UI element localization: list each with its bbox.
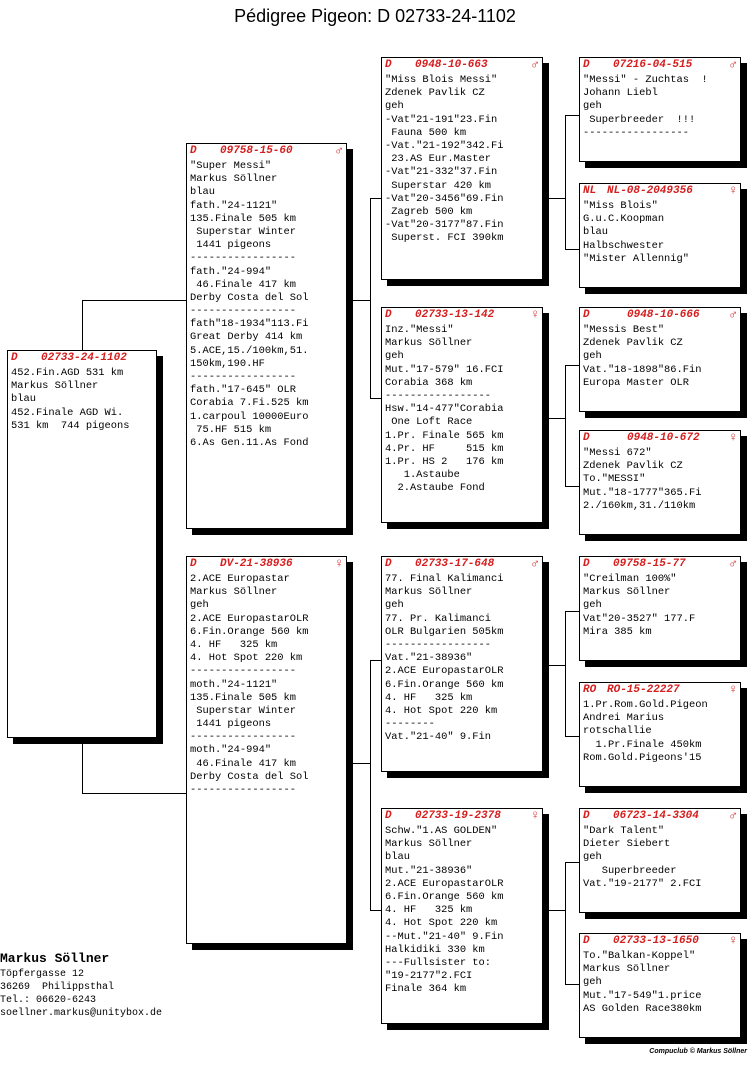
card-line: geh (583, 599, 602, 612)
card-line: Markus Söllner (583, 586, 671, 599)
card-line: OLR Bulgarien 505km (385, 625, 504, 638)
card-line: 2.ACE EuropastarOLR (385, 877, 504, 890)
card-line: Markus Söllner (190, 586, 278, 599)
country-code: D (190, 558, 197, 570)
male-icon: ♂ (729, 556, 737, 571)
card-line: blau (385, 851, 410, 864)
card-line: 4. Hot Spot 220 km (385, 704, 498, 717)
card-line: Vat"20-3527" 177.F (583, 612, 696, 625)
card-line: 452.Fin.AGD 531 km (11, 367, 124, 379)
card-line: 6.Fin.Orange 560 km (385, 890, 504, 903)
ring-number: 0948-10-666 (627, 309, 700, 321)
card-line: 1.Pr.Finale 450km (583, 738, 702, 751)
female-icon: ♀ (335, 556, 343, 571)
card-line: blau (11, 393, 36, 406)
card-line: "19-2177"2.FCI (385, 970, 473, 983)
card-line: ----------------- (190, 252, 297, 265)
pedigree-card-great-grandparent (579, 183, 741, 288)
country-code: D (583, 432, 590, 444)
card-line: Europa Master OLR (583, 376, 690, 389)
card-line: "Creilman 100%" (583, 573, 677, 585)
card-line: ----------------- (190, 305, 297, 318)
card-line: -------- (385, 718, 435, 731)
card-line: "Super Messi" (190, 160, 272, 172)
card-line: Mira 385 km (583, 625, 652, 638)
ring-number: 0948-10-663 (415, 59, 488, 71)
pedigree-card-great-grandparent (579, 808, 741, 913)
card-line: -Vat."21-192"342.Fi (385, 139, 504, 152)
card-line: 2.Astaube Fond (385, 482, 485, 495)
card-line: Superbreeder !!! (583, 113, 696, 126)
male-icon: ♂ (531, 57, 539, 72)
card-line: geh (385, 350, 404, 363)
card-line: Mut."17-549"1.price (583, 989, 702, 1002)
ring-number: 02733-13-142 (415, 309, 495, 321)
connector (347, 763, 370, 764)
card-line: 75.HF 515 km (190, 423, 272, 436)
card-line: AS Golden Race380km (583, 1002, 702, 1015)
card-line: "Miss Blois" (583, 200, 658, 212)
male-icon: ♂ (335, 143, 343, 158)
card-line: 6.Fin.Orange 560 km (190, 625, 309, 638)
card-line: ----------------- (385, 638, 492, 651)
connector (347, 300, 370, 301)
card-line: 1.Astaube (385, 469, 460, 482)
connector (82, 300, 187, 301)
ring-number: 09758-15-60 (220, 145, 293, 157)
card-line: To."MESSI" (583, 473, 646, 486)
card-line: geh (583, 851, 602, 864)
card-line: 23.AS Eur.Master (385, 153, 492, 166)
card-line: 4.Pr. HF 515 km (385, 442, 504, 455)
card-line: Schw."1.AS GOLDEN" (385, 825, 498, 837)
card-line: "Miss Blois Messi" (385, 74, 498, 86)
card-line: 150km,190.HF (190, 357, 265, 370)
pedigree-card-father (186, 143, 347, 529)
card-line: Andrei Marius (583, 712, 665, 725)
card-line: geh (385, 100, 404, 113)
ring-number: 0948-10-672 (627, 432, 700, 444)
card-line: blau (190, 186, 215, 199)
card-line: Markus Söllner (190, 173, 278, 186)
male-icon: ♂ (729, 307, 737, 322)
card-line: Mut."21-38936" (385, 864, 473, 877)
card-line: 1.Pr. HS 2 176 km (385, 455, 504, 468)
connector (543, 198, 565, 199)
country-code: D (583, 309, 590, 321)
card-line: 1441 pigeons (190, 239, 272, 252)
female-icon: ♀ (729, 682, 737, 697)
pedigree-card-mother (186, 556, 347, 944)
ring-number: 02733-17-648 (415, 558, 495, 570)
card-line: ---Fullsister to: (385, 956, 492, 969)
connector (543, 418, 565, 419)
connector (565, 862, 580, 863)
card-line: 4. HF 325 km (190, 638, 278, 651)
ring-number: RO-15-22227 (607, 684, 680, 696)
pedigree-card-great-grandparent (579, 682, 741, 787)
card-line: To."Balkan-Koppel" (583, 950, 696, 962)
card-line: Great Derby 414 km (190, 331, 303, 344)
card-line: 135.Finale 505 km (190, 691, 297, 704)
card-line: ----------------- (190, 665, 297, 678)
card-line: Fauna 500 km (385, 126, 467, 139)
card-line: 2.ACE Europastar (190, 573, 290, 585)
card-line: Superbreeder (583, 864, 677, 877)
male-icon: ♂ (729, 808, 737, 823)
female-icon: ♀ (729, 183, 737, 198)
connector (565, 365, 566, 486)
pedigree-card-grandfather-maternal (381, 556, 543, 772)
card-line: 1.Pr.Rom.Gold.Pigeon (583, 699, 708, 711)
pedigree-card-great-grandparent (579, 556, 741, 661)
card-line: 531 km 744 pigeons (11, 419, 130, 432)
connector (370, 660, 371, 910)
country-code: D (385, 59, 392, 71)
connector (565, 365, 580, 366)
card-line: fath."24-994" (190, 265, 272, 278)
footer-credit: Compuclub © Markus Söllner (649, 1048, 747, 1055)
card-line: 1.carpoul 10000Euro (190, 410, 309, 423)
male-icon: ♂ (531, 556, 539, 571)
card-line: fath"18-1934"113.Fi (190, 318, 309, 331)
card-line: 46.Finale 417 km (190, 757, 297, 770)
ring-number: 09758-15-77 (613, 558, 686, 570)
ring-number: 06723-14-3304 (613, 810, 699, 822)
pedigree-card-great-grandparent (579, 933, 741, 1038)
female-icon: ♀ (729, 933, 737, 948)
country-code: D (190, 145, 197, 157)
card-line: fath."17-645" OLR (190, 384, 297, 397)
card-line: -Vat"21-332"37.Fin (385, 166, 498, 179)
card-line: 77. Pr. Kalimanci (385, 612, 492, 625)
card-line: ----------------- (190, 371, 297, 383)
card-line: "Messi 672" (583, 447, 652, 459)
card-line: Derby Costa del Sol (190, 291, 309, 304)
card-line: Zdenek Pavlik CZ (583, 460, 683, 473)
card-line: Johann Liebl (583, 87, 658, 100)
connector (565, 736, 580, 737)
connector (543, 910, 565, 911)
country-code: D (583, 558, 590, 570)
card-line: Superst. FCI 390km (385, 232, 504, 245)
card-line: Markus Söllner (11, 380, 99, 393)
card-line: 2./160km,31./110km (583, 499, 696, 512)
card-line: Mut."17-579" 16.FCI (385, 363, 504, 376)
connector (565, 486, 580, 487)
connector (565, 984, 580, 985)
card-line: Zdenek Pavlik CZ (385, 87, 485, 100)
card-line: "Messis Best" (583, 324, 665, 336)
pedigree-card-great-grandparent (579, 307, 741, 412)
card-line: Vat."18-1898"86.Fin (583, 363, 702, 376)
owner-name: Markus Söllner (0, 951, 110, 966)
owner-city: 36269 Philippsthal (0, 982, 115, 993)
card-line: 452.Finale AGD Wi. (11, 406, 124, 419)
connector (565, 115, 580, 116)
country-code: D (583, 59, 590, 71)
connector (82, 737, 83, 793)
card-line: -Vat"20-3456"69.Fin (385, 192, 504, 205)
card-line: geh (190, 599, 209, 612)
owner-street: Töpfergasse 12 (0, 969, 85, 980)
card-line: Zagreb 500 km (385, 205, 473, 218)
connector (543, 665, 565, 666)
card-line: -Vat"21-191"23.Fin (385, 113, 498, 126)
country-code: D (11, 352, 18, 364)
card-line: Mut."18-1777"365.Fi (583, 486, 702, 499)
card-line: 2.ACE EuropastarOLR (385, 665, 504, 678)
owner-email: soellner.markus@unitybox.de (0, 1008, 163, 1019)
card-line: Markus Söllner (385, 838, 473, 851)
card-line: Inz."Messi" (385, 324, 454, 336)
pedigree-card-grandmother-maternal (381, 808, 543, 1024)
card-line: 1.Pr. Finale 565 km (385, 429, 504, 442)
card-line: Finale 364 km (385, 983, 467, 996)
card-line: Superstar 420 km (385, 179, 492, 192)
ring-number: 07216-04-515 (613, 59, 693, 71)
ring-number: 02733-13-1650 (613, 935, 699, 947)
card-line: Halbschwester (583, 239, 665, 252)
pedigree-card-great-grandparent (579, 430, 741, 535)
card-line: --Mut."21-40" 9.Fin (385, 930, 504, 943)
pedigree-card-grandfather-paternal (381, 57, 543, 280)
page-title: Pédigree Pigeon: D 02733-24-1102 (234, 6, 516, 26)
card-line: Vat."19-2177" 2.FCI (583, 877, 702, 890)
card-line: Zdenek Pavlik CZ (583, 337, 683, 350)
card-line: Hsw."14-477"Corabia (385, 403, 504, 416)
female-icon: ♀ (531, 307, 539, 322)
connector (565, 249, 580, 250)
card-line: 135.Finale 505 km (190, 212, 297, 225)
country-code: NL (583, 185, 597, 197)
card-line: "Mister Allennig" (583, 252, 690, 265)
card-line: 4. Hot Spot 220 km (190, 652, 303, 665)
country-code: D (385, 309, 392, 321)
card-line: Superstar Winter (190, 225, 297, 238)
card-line: fath."24-1121" (190, 199, 278, 212)
card-line: ----------------- (190, 731, 297, 744)
card-line: "Dark Talent" (583, 825, 665, 837)
card-line: geh (385, 599, 404, 612)
owner-phone: Tel.: 06620-6243 (0, 995, 97, 1006)
connector (565, 115, 566, 249)
card-line: "Messi" - Zuchtas ! (583, 74, 708, 86)
card-line: moth."24-1121" (190, 678, 278, 691)
connector (565, 611, 580, 612)
pedigree-card-grandmother-paternal (381, 307, 543, 523)
connector (82, 300, 83, 350)
card-line: geh (583, 100, 602, 113)
card-line: rotschallie (583, 725, 652, 738)
card-line: 6.As Gen.11.As Fond (190, 436, 309, 449)
pedigree-card-subject (7, 350, 157, 738)
card-line: 5.ACE,15./100km,51. (190, 344, 309, 357)
card-line: blau (583, 226, 608, 239)
card-line: -Vat"20-3177"87.Fin (385, 219, 504, 232)
card-line: 6.Fin.Orange 560 km (385, 678, 504, 691)
card-line: Derby Costa del Sol (190, 770, 309, 783)
country-code: D (385, 558, 392, 570)
card-line: Markus Söllner (385, 586, 473, 599)
country-code: D (583, 810, 590, 822)
card-line: ----------------- (583, 126, 690, 139)
pedigree-card-great-grandparent (579, 57, 741, 162)
card-line: G.u.C.Koopman (583, 213, 665, 226)
country-code: RO (583, 684, 597, 696)
connector (565, 611, 566, 736)
card-line: geh (583, 350, 602, 363)
card-line: One Loft Race (385, 416, 473, 429)
connector (565, 862, 566, 984)
card-line: geh (583, 976, 602, 989)
ring-number: DV-21-38936 (220, 558, 293, 570)
card-line: Vat."21-38936" (385, 652, 473, 665)
card-line: Dieter Siebert (583, 838, 671, 851)
card-line: 4. HF 325 km (385, 691, 473, 704)
card-line: Corabia 7.Fi.525 km (190, 397, 309, 410)
card-line: 1441 pigeons (190, 718, 272, 731)
country-code: D (583, 935, 590, 947)
country-code: D (385, 810, 392, 822)
ring-number: 02733-19-2378 (415, 810, 501, 822)
card-line: 4. Hot Spot 220 km (385, 917, 498, 930)
card-line: Vat."21-40" 9.Fin (385, 731, 492, 744)
connector (82, 793, 187, 794)
card-line: Corabia 368 km (385, 376, 473, 389)
card-line: moth."24-994" (190, 744, 272, 757)
card-line: Halkidiki 330 km (385, 943, 485, 956)
card-line: Superstar Winter (190, 704, 297, 717)
owner-address (0, 950, 162, 1020)
female-icon: ♀ (531, 808, 539, 823)
ring-number: NL-08-2049356 (607, 185, 693, 197)
female-icon: ♀ (729, 430, 737, 445)
card-line: 2.ACE EuropastarOLR (190, 612, 309, 625)
card-line: ----------------- (385, 389, 492, 402)
connector (370, 198, 371, 398)
card-line: 4. HF 325 km (385, 904, 473, 917)
card-line: Rom.Gold.Pigeons'15 (583, 751, 702, 764)
ring-number: 02733-24-1102 (41, 352, 127, 364)
card-line: 77. Final Kalimanci (385, 573, 504, 585)
male-icon: ♂ (729, 57, 737, 72)
card-line: Markus Söllner (583, 963, 671, 976)
card-line: Markus Söllner (385, 337, 473, 350)
card-line: 46.Finale 417 km (190, 278, 297, 291)
card-line: ----------------- (190, 784, 297, 796)
